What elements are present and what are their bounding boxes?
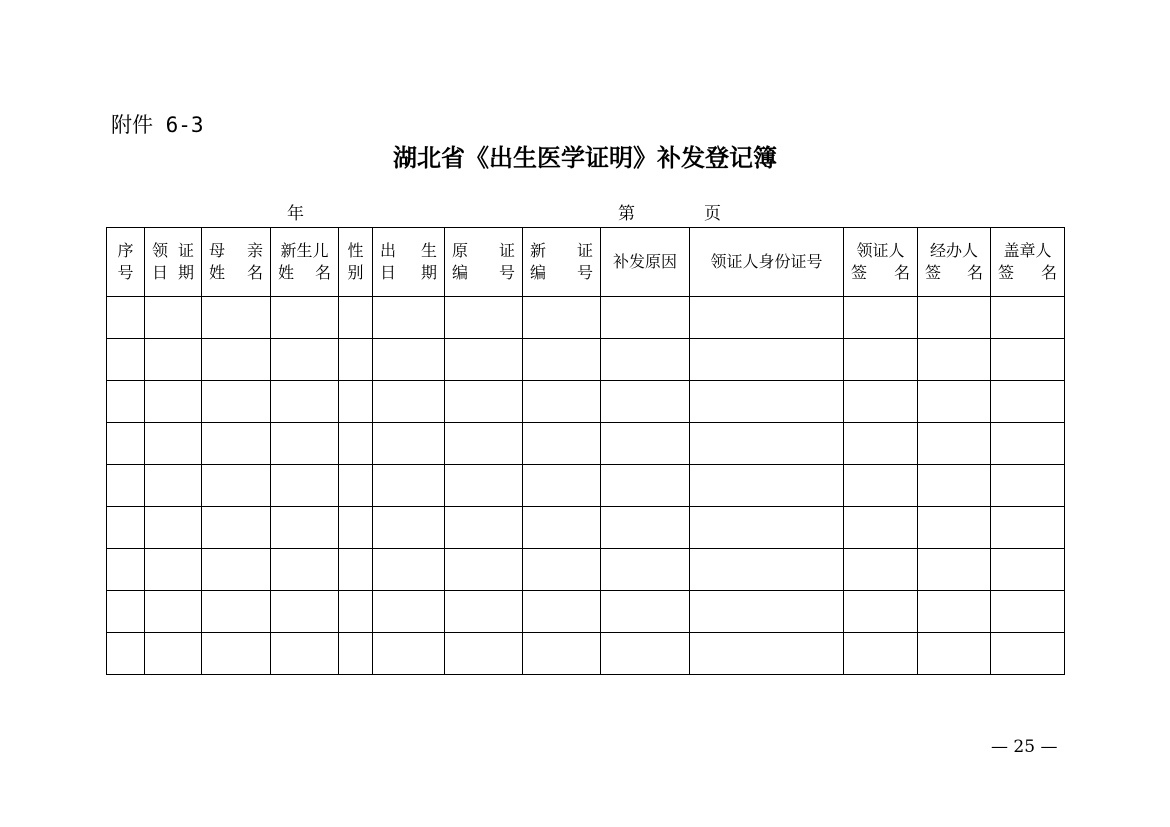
table-cell[interactable] <box>373 381 445 423</box>
table-row <box>107 465 1065 507</box>
header-label-line <box>202 240 270 262</box>
header-char: 期 <box>177 263 194 282</box>
header-label-line: 性 <box>347 241 364 260</box>
table-cell[interactable] <box>202 339 271 381</box>
table-cell[interactable] <box>601 381 690 423</box>
table-cell[interactable] <box>445 549 523 591</box>
header-label-line <box>145 240 201 262</box>
table-cell[interactable] <box>373 423 445 465</box>
table-cell[interactable] <box>523 465 601 507</box>
header-char: 编 <box>452 263 469 282</box>
table-cell[interactable] <box>601 591 690 633</box>
header-cell-new-number <box>523 228 601 297</box>
table-cell[interactable] <box>918 465 991 507</box>
table-cell[interactable] <box>918 591 991 633</box>
table-cell[interactable] <box>339 423 373 465</box>
header-cell-handler-signature <box>918 228 991 297</box>
table-cell[interactable] <box>523 381 601 423</box>
table-row <box>107 381 1065 423</box>
table-cell[interactable] <box>991 339 1065 381</box>
table-cell[interactable] <box>445 507 523 549</box>
table-cell[interactable] <box>145 591 202 633</box>
header-label-line <box>445 262 522 284</box>
table-cell[interactable] <box>918 633 991 675</box>
header-cell-serial <box>107 228 145 297</box>
header-char: 姓 <box>209 263 226 282</box>
table-cell[interactable] <box>445 339 523 381</box>
table-cell[interactable] <box>445 465 523 507</box>
header-cell-mother-name <box>202 228 271 297</box>
table-cell[interactable] <box>339 465 373 507</box>
header-label-line <box>844 262 917 284</box>
table-cell[interactable] <box>918 507 991 549</box>
header-cell-recipient-signature <box>844 228 918 297</box>
table-cell[interactable] <box>271 591 339 633</box>
header-label-line: 补发原因 <box>612 252 677 271</box>
header-char: 领 <box>152 241 169 260</box>
table-cell[interactable] <box>202 633 271 675</box>
table-cell[interactable] <box>107 465 145 507</box>
header-cell-recipient-id-number <box>690 228 844 297</box>
table-cell[interactable] <box>145 633 202 675</box>
table-cell[interactable] <box>690 297 844 339</box>
table-cell[interactable] <box>271 507 339 549</box>
table-cell[interactable] <box>601 549 690 591</box>
table-cell[interactable] <box>373 297 445 339</box>
table-cell[interactable] <box>844 381 918 423</box>
header-char: 姓 <box>278 263 295 282</box>
table-cell[interactable] <box>844 423 918 465</box>
table-cell[interactable] <box>107 591 145 633</box>
header-cell-reissue-reason <box>601 228 690 297</box>
table-row <box>107 339 1065 381</box>
header-label-line <box>991 262 1064 284</box>
table-cell[interactable] <box>339 633 373 675</box>
document-title: 湖北省《出生医学证明》补发登记簿 <box>393 143 777 172</box>
table-cell[interactable] <box>339 507 373 549</box>
table-row <box>107 633 1065 675</box>
table-cell[interactable] <box>918 381 991 423</box>
header-label-line <box>445 240 522 262</box>
table-cell[interactable] <box>373 339 445 381</box>
table-cell[interactable] <box>202 381 271 423</box>
table-cell[interactable] <box>523 591 601 633</box>
table-cell[interactable] <box>844 339 918 381</box>
header-char: 生 <box>420 241 437 260</box>
table-cell[interactable] <box>523 423 601 465</box>
header-label-line: 号 <box>117 263 134 282</box>
table-cell[interactable] <box>601 423 690 465</box>
page-suffix-label: 页 <box>704 204 721 224</box>
table-cell[interactable] <box>445 381 523 423</box>
table-cell[interactable] <box>523 339 601 381</box>
header-char: 母 <box>209 241 226 260</box>
table-cell[interactable] <box>523 507 601 549</box>
header-char: 亲 <box>246 241 263 260</box>
header-char: 名 <box>1040 263 1057 282</box>
table-cell[interactable] <box>690 339 844 381</box>
table-cell[interactable] <box>373 465 445 507</box>
table-cell[interactable] <box>107 423 145 465</box>
header-cell-stamper-signature <box>991 228 1065 297</box>
header-label-line: 领证人身份证号 <box>710 252 823 271</box>
table-cell[interactable] <box>690 423 844 465</box>
table-cell[interactable] <box>271 633 339 675</box>
header-label-line: 领证人 <box>856 241 905 260</box>
table-cell[interactable] <box>844 549 918 591</box>
header-char: 名 <box>893 263 910 282</box>
table-cell[interactable] <box>445 633 523 675</box>
table-cell[interactable] <box>271 549 339 591</box>
table-cell[interactable] <box>844 591 918 633</box>
table-cell[interactable] <box>445 423 523 465</box>
table-cell[interactable] <box>844 465 918 507</box>
header-char: 签 <box>925 263 942 282</box>
year-label: 年 <box>287 204 304 224</box>
table-cell[interactable] <box>991 633 1065 675</box>
table-cell[interactable] <box>202 591 271 633</box>
header-char: 号 <box>576 263 593 282</box>
table-cell[interactable] <box>991 507 1065 549</box>
table-cell[interactable] <box>523 633 601 675</box>
table-row <box>107 423 1065 465</box>
header-char: 编 <box>530 263 547 282</box>
page-number: — 25 — <box>991 737 1058 757</box>
table-cell[interactable] <box>918 339 991 381</box>
table-cell[interactable] <box>844 297 918 339</box>
header-char: 证 <box>177 241 194 260</box>
page-prefix-label: 第 <box>618 204 635 224</box>
table-cell[interactable] <box>107 549 145 591</box>
header-char: 签 <box>851 263 868 282</box>
header-char: 名 <box>314 263 331 282</box>
table-cell[interactable] <box>202 549 271 591</box>
header-char: 名 <box>246 263 263 282</box>
table-cell[interactable] <box>445 297 523 339</box>
header-row <box>107 228 1065 297</box>
table-cell[interactable] <box>271 465 339 507</box>
header-label-line <box>523 240 600 262</box>
header-char: 新 <box>530 241 547 260</box>
header-cell-original-number <box>445 228 523 297</box>
table-cell[interactable] <box>145 423 202 465</box>
table-cell[interactable] <box>918 297 991 339</box>
table-cell[interactable] <box>271 339 339 381</box>
table-cell[interactable] <box>445 591 523 633</box>
table-cell[interactable] <box>991 549 1065 591</box>
table-cell[interactable] <box>690 381 844 423</box>
table-cell[interactable] <box>145 297 202 339</box>
header-label-line: 盖章人 <box>1003 241 1052 260</box>
table-cell[interactable] <box>523 297 601 339</box>
header-label-line <box>523 262 600 284</box>
table-cell[interactable] <box>145 507 202 549</box>
table-cell[interactable] <box>373 591 445 633</box>
header-cell-sex <box>339 228 373 297</box>
table-cell[interactable] <box>202 507 271 549</box>
table-cell[interactable] <box>991 381 1065 423</box>
table-cell[interactable] <box>202 465 271 507</box>
table-cell[interactable] <box>523 549 601 591</box>
header-char: 日 <box>380 263 397 282</box>
header-label-line <box>373 262 444 284</box>
header-label-line: 序 <box>117 241 134 260</box>
table-cell[interactable] <box>145 381 202 423</box>
table-cell[interactable] <box>601 465 690 507</box>
table-cell[interactable] <box>991 591 1065 633</box>
table-cell[interactable] <box>202 423 271 465</box>
table-cell[interactable] <box>271 297 339 339</box>
table-cell[interactable] <box>991 423 1065 465</box>
table-cell[interactable] <box>690 549 844 591</box>
table-cell[interactable] <box>918 423 991 465</box>
attachment-label: 附件 6-3 <box>111 113 204 137</box>
header-char: 名 <box>966 263 983 282</box>
table-cell[interactable] <box>918 549 991 591</box>
table-cell[interactable] <box>690 465 844 507</box>
table-cell[interactable] <box>690 507 844 549</box>
header-char: 原 <box>452 241 469 260</box>
table-cell[interactable] <box>991 297 1065 339</box>
header-char: 号 <box>498 263 515 282</box>
header-cell-birth-date <box>373 228 445 297</box>
header-label-line: 经办人 <box>929 241 978 260</box>
table-cell[interactable] <box>145 339 202 381</box>
table-row <box>107 507 1065 549</box>
table-cell[interactable] <box>844 633 918 675</box>
header-label-line <box>202 262 270 284</box>
table-row <box>107 591 1065 633</box>
table-cell[interactable] <box>690 591 844 633</box>
header-cell-newborn-name <box>271 228 339 297</box>
table-cell[interactable] <box>107 381 145 423</box>
table-cell[interactable] <box>601 507 690 549</box>
header-label-line <box>373 240 444 262</box>
table-cell[interactable] <box>601 297 690 339</box>
table-cell[interactable] <box>107 339 145 381</box>
table-cell[interactable] <box>107 507 145 549</box>
table-cell[interactable] <box>339 297 373 339</box>
header-label-line: 别 <box>347 263 364 282</box>
table-cell[interactable] <box>202 297 271 339</box>
table-row <box>107 297 1065 339</box>
table-cell[interactable] <box>373 549 445 591</box>
table-cell[interactable] <box>690 633 844 675</box>
table-cell[interactable] <box>601 339 690 381</box>
table-cell[interactable] <box>339 339 373 381</box>
header-char: 出 <box>380 241 397 260</box>
table-cell[interactable] <box>991 465 1065 507</box>
header-char: 签 <box>998 263 1015 282</box>
header-char: 证 <box>576 241 593 260</box>
table-cell[interactable] <box>107 297 145 339</box>
table-cell[interactable] <box>271 423 339 465</box>
table-cell[interactable] <box>339 549 373 591</box>
header-label-line <box>918 262 990 284</box>
header-label-line: 新生儿 <box>280 241 329 260</box>
header-char: 期 <box>420 263 437 282</box>
register-body <box>107 297 1065 675</box>
table-cell[interactable] <box>339 591 373 633</box>
header-char: 日 <box>152 263 169 282</box>
header-char: 证 <box>498 241 515 260</box>
table-cell[interactable] <box>373 507 445 549</box>
register-table <box>106 227 1065 675</box>
table-cell[interactable] <box>145 549 202 591</box>
header-label-line <box>271 262 338 284</box>
table-cell[interactable] <box>373 633 445 675</box>
header-cell-issue-date <box>145 228 202 297</box>
table-cell[interactable] <box>339 381 373 423</box>
table-cell[interactable] <box>601 633 690 675</box>
table-cell[interactable] <box>107 633 145 675</box>
table-cell[interactable] <box>145 465 202 507</box>
table-row <box>107 549 1065 591</box>
table-cell[interactable] <box>271 381 339 423</box>
header-label-line <box>145 262 201 284</box>
table-cell[interactable] <box>844 507 918 549</box>
